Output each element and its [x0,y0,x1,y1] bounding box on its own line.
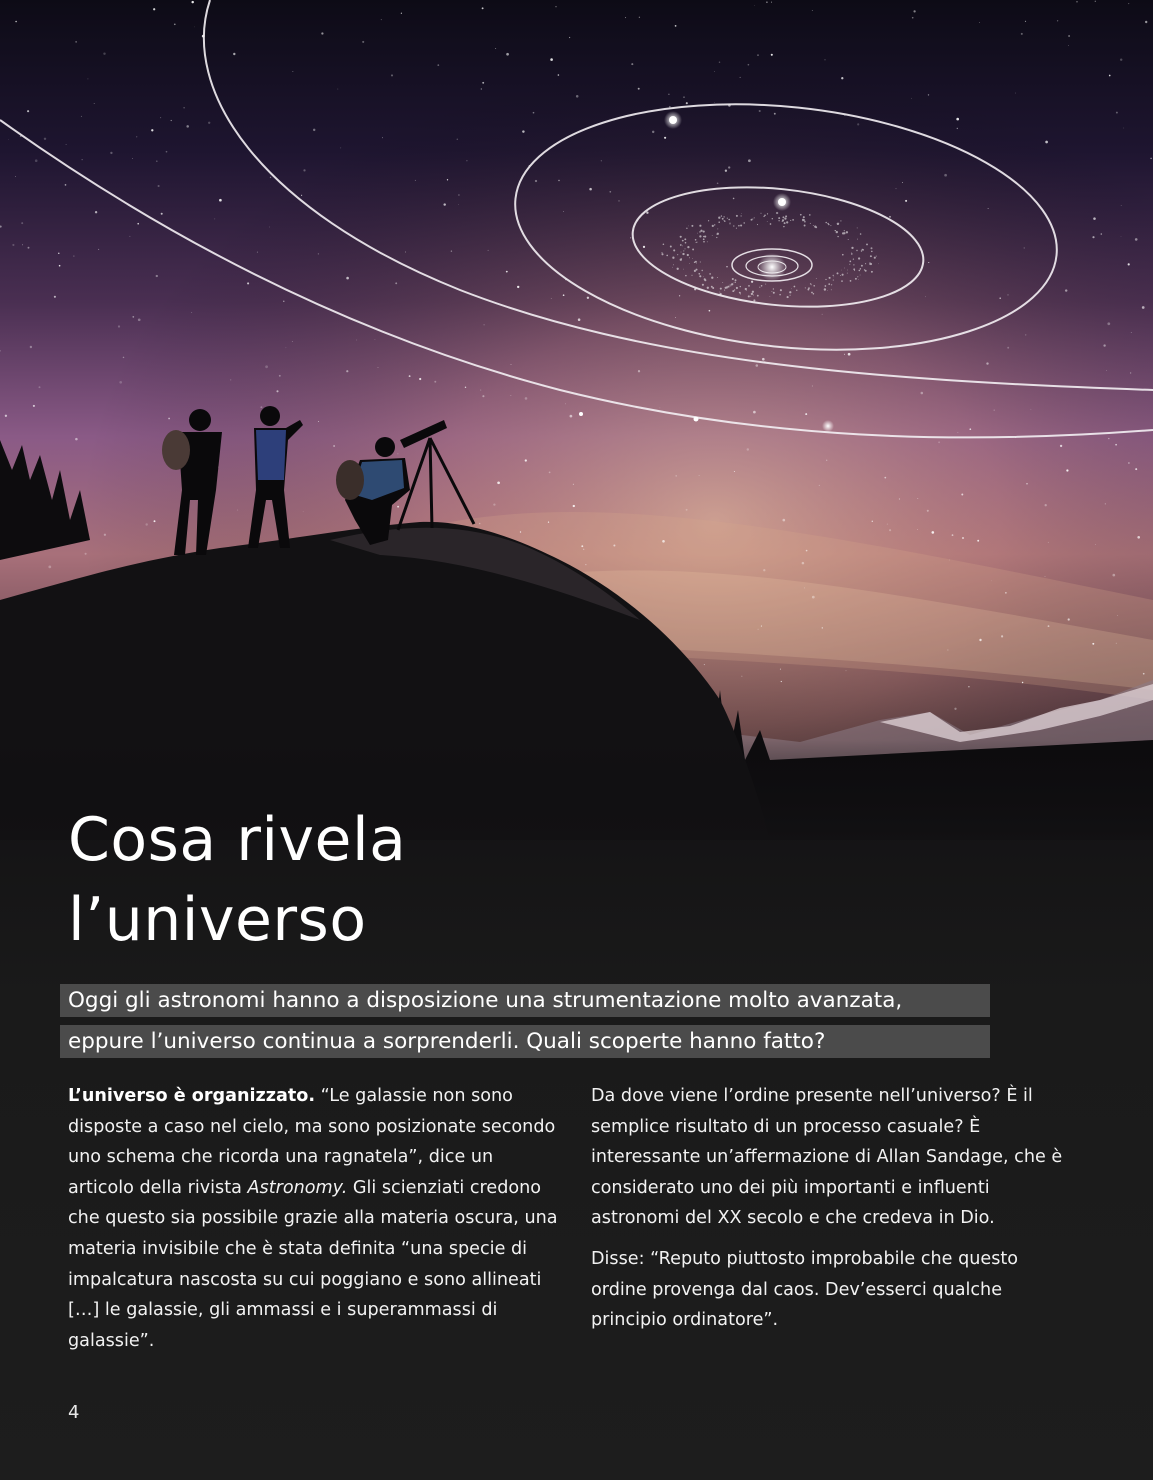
lead-subtitle [60,984,990,1066]
planet-icon [694,417,699,422]
sun-icon [758,253,786,281]
planet-icon [579,412,583,416]
paragraph-text: “Le galassie non sono disposte a caso nel cielo, ma sono posizionate secondo uno schema che ricorda una ragnatela”, dice un articolo della rivista [68,1086,556,1198]
title-line-2: l’universo [68,885,367,955]
page-title [68,800,406,960]
body-column-left [68,1081,558,1366]
body-column-right [591,1081,1076,1346]
magazine-name: Astronomy. [247,1177,348,1198]
planet-icon [822,420,834,432]
title-line-1: Cosa rivela [68,805,407,875]
body-paragraph [68,1081,558,1356]
section-heading: L’universo è organizzato. [68,1086,316,1106]
page-number: 4 [68,1402,80,1423]
lead-line-2: eppure l’universo continua a sorprenderli. Quali scoperte hanno fatto? [60,1025,990,1058]
body-paragraph: Da dove viene l’ordine presente nell’universo? È il semplice risultato di un processo casuale? È interessante un’affermazione di Allan Sandage, che è considerato uno dei più importanti e influenti astronomi del XX secolo e che credeva in Dio. [591,1086,1063,1229]
lead-line-1: Oggi gli astronomi hanno a disposizione una strumentazione molto avanzata, [60,984,990,1017]
paragraph-text: Gli scienziati credono che questo sia possibile grazie alla materia oscura, una materia invisibile che è stata definita “una specie di impalcatura nascosta su cui poggiano e sono allineati […] le galassie, gli ammassi e i superammassi di galassie”. [68,1177,558,1351]
quote-paragraph: Disse: “Reputo piuttosto improbabile che questo ordine provenga dal caos. Dev’esserci qualche principio ordinatore”. [591,1248,1019,1331]
